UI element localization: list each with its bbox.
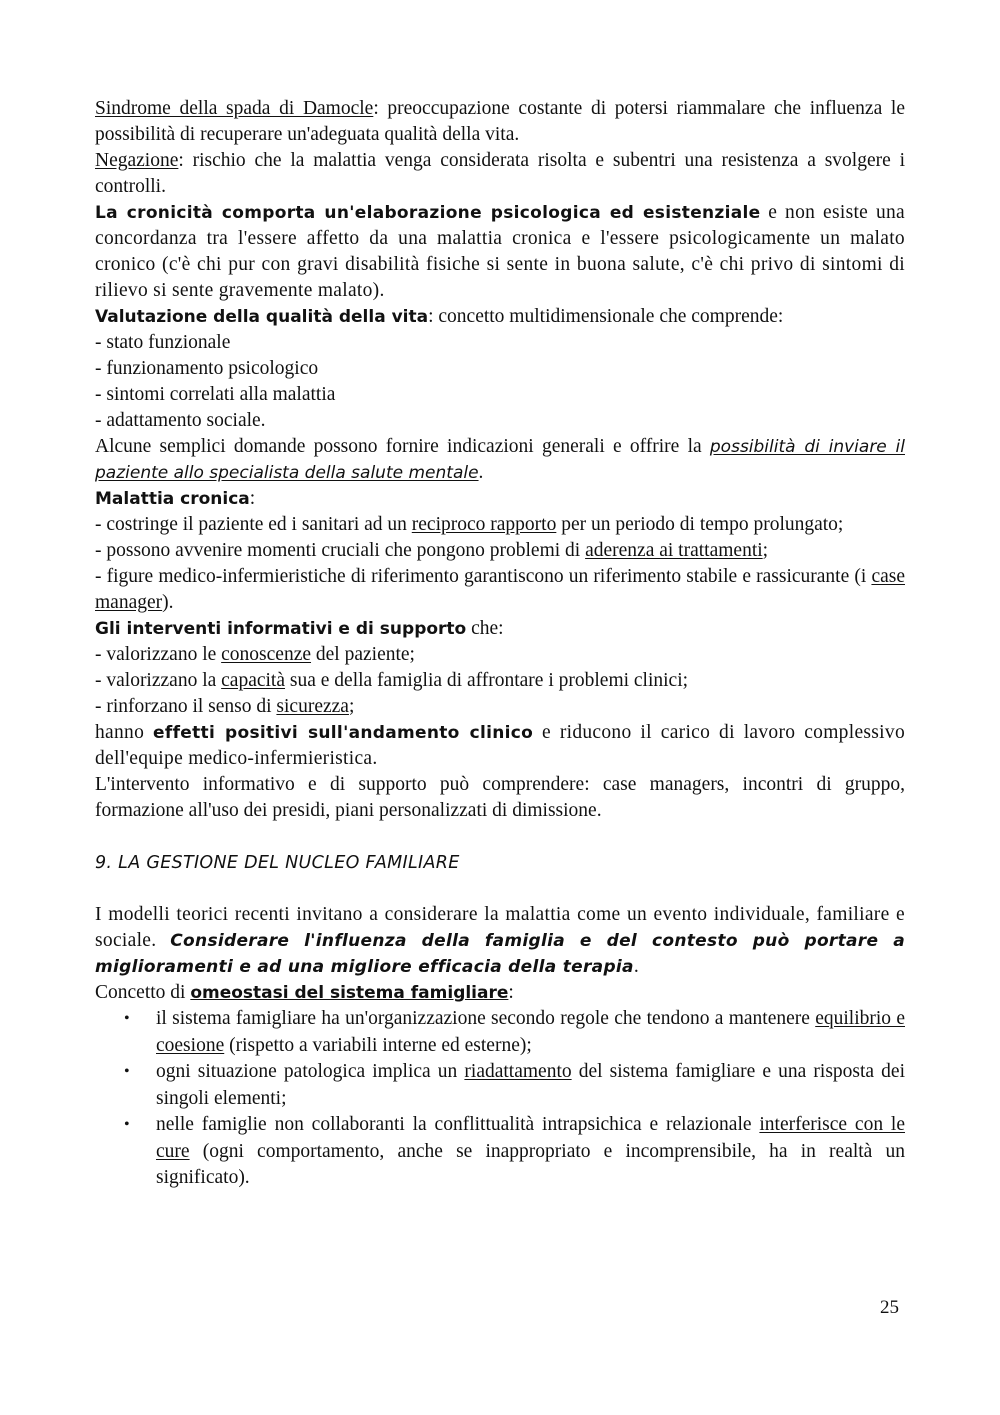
text: per un periodo di tempo prolungato; bbox=[556, 514, 844, 535]
text: (ogni comportamento, anche se inappropriato e incomprensibile, ha in realtà un significato). bbox=[156, 1140, 905, 1188]
text: - figure medico-infermieristiche di riferimento garantiscono un riferimento stabile e rassicurante (i bbox=[95, 566, 872, 587]
term-damocle: Sindrome della spada di Damocle bbox=[95, 98, 374, 119]
paragraph-effetti bbox=[95, 720, 905, 772]
bold-italic-text: Considerare l'influenza della famiglia e del contesto può portare a miglioramenti e ad una migliore efficacia della terapia bbox=[95, 931, 905, 977]
underlined-text: conoscenze bbox=[221, 644, 312, 665]
colon: : bbox=[249, 488, 256, 509]
link-specialista: possibilità di inviare il paziente allo specialista della salute mentale bbox=[95, 437, 905, 483]
list-item bbox=[95, 668, 905, 694]
paragraph-modelli bbox=[95, 902, 905, 980]
underlined-text: equilibrio e coesione bbox=[156, 1008, 905, 1056]
text: . bbox=[633, 956, 639, 977]
bold-qualita: Valutazione della qualità della vita bbox=[95, 307, 429, 327]
bullet-icon: • bbox=[124, 1116, 130, 1133]
section-heading: 9. LA GESTIONE DEL NUCLEO FAMILIARE bbox=[95, 853, 460, 873]
bold-cronicita: La cronicità comporta un'elaborazione psicologica ed esistenziale bbox=[95, 203, 761, 223]
list-item: - adattamento sociale. bbox=[95, 410, 266, 431]
underlined-text: capacità bbox=[221, 670, 286, 691]
text: ). bbox=[162, 592, 174, 613]
text: nelle famiglie non collaboranti la conflittualità intrapsichica e relazionale bbox=[156, 1114, 760, 1135]
text-negazione: : rischio che la malattia venga considerata risolta e subentri una resistenza a svolgere i controlli. bbox=[95, 150, 905, 197]
bullet-item bbox=[124, 1112, 905, 1192]
text: - possono avvenire momenti cruciali che pongono problemi di bbox=[95, 540, 586, 561]
text: hanno bbox=[95, 722, 154, 743]
text: il sistema famigliare ha un'organizzazione secondo regole che tendono a mantenere bbox=[156, 1008, 816, 1029]
list-item bbox=[95, 512, 905, 538]
bold-malattia-cronica: Malattia cronica bbox=[95, 489, 250, 509]
list-item bbox=[95, 564, 905, 616]
text: ; bbox=[348, 696, 355, 717]
text: I modelli teorici recenti invitano a considerare la malattia come un evento individuale, familiare e sociale. bbox=[95, 904, 905, 951]
text-cronicita: e non esiste una concordanza tra l'essere affetto da una malattia cronica e l'essere psicologicamente un malato cronico (c'è chi pur con gravi disabilità fisiche si sente in buona salute, c'è chi privo di sintomi di rilievo si sente gravemente malato). bbox=[95, 202, 905, 301]
bullet-list bbox=[95, 1006, 905, 1192]
text: che: bbox=[466, 618, 504, 639]
text: - valorizzano la bbox=[95, 670, 222, 691]
underlined-text: aderenza ai trattamenti bbox=[585, 540, 763, 561]
list-item bbox=[95, 538, 905, 564]
underlined-text: sicurezza bbox=[276, 696, 349, 717]
bullet-item bbox=[124, 1059, 905, 1112]
text: - costringe il paziente ed i sanitari ad un bbox=[95, 514, 412, 535]
paragraph-domande bbox=[95, 434, 905, 486]
heading-interventi bbox=[95, 616, 905, 642]
text: del paziente; bbox=[311, 644, 415, 665]
text-qualita: : concetto multidimensionale che comprende: bbox=[428, 306, 784, 327]
paragraph-negazione bbox=[95, 148, 905, 200]
text: ; bbox=[762, 540, 769, 561]
text: - rinforzano il senso di bbox=[95, 696, 277, 717]
list-item: - sintomi correlati alla malattia bbox=[95, 384, 336, 405]
list-item bbox=[95, 694, 905, 720]
text-damocle: : preoccupazione costante di potersi riammalare che influenza le possibilità di recuperare un'adeguata qualità della vita. bbox=[95, 98, 905, 145]
paragraph-qualita bbox=[95, 304, 905, 330]
paragraph-damocle bbox=[95, 96, 905, 148]
text-domande: Alcune semplici domande possono fornire indicazioni generali e offrire la bbox=[95, 436, 710, 457]
heading-malattia-cronica bbox=[95, 486, 905, 512]
paragraph-cronicita bbox=[95, 200, 905, 304]
underlined-text: reciproco rapporto bbox=[411, 514, 557, 535]
text: ogni situazione patologica implica un bbox=[156, 1061, 465, 1082]
text: del sistema famigliare e una risposta dei singoli elementi; bbox=[156, 1061, 905, 1109]
text: e riducono il carico di lavoro complessivo dell'equipe medico-infermieristica. bbox=[95, 722, 905, 769]
list-item: - stato funzionale bbox=[95, 332, 231, 353]
document-page bbox=[95, 96, 905, 1192]
term-negazione: Negazione bbox=[95, 150, 179, 171]
bullet-icon: • bbox=[124, 1010, 130, 1027]
text: Concetto di bbox=[95, 982, 191, 1003]
list-item bbox=[95, 642, 905, 668]
text-domande-end: . bbox=[478, 462, 484, 483]
list-item: - funzionamento psicologico bbox=[95, 358, 319, 379]
text: : bbox=[508, 982, 514, 1003]
paragraph-intervento: L'intervento informativo e di supporto può comprendere: case managers, incontri di gruppo, formazione all'uso dei presidi, piani personalizzati di dimissione. bbox=[95, 774, 905, 821]
underlined-text: interferisce con le cure bbox=[156, 1114, 905, 1162]
text: (rispetto a variabili interne ed esterne); bbox=[224, 1034, 532, 1056]
bullet-item bbox=[124, 1006, 905, 1059]
text: sua e della famiglia di affrontare i problemi clinici; bbox=[285, 670, 689, 691]
page-number: 25 bbox=[880, 1297, 899, 1318]
bold-interventi: Gli interventi informativi e di supporto bbox=[95, 619, 467, 639]
underlined-text: case manager bbox=[95, 566, 905, 613]
bold-underlined-text: omeostasi del sistema famigliare bbox=[190, 983, 509, 1003]
text: - valorizzano le bbox=[95, 644, 222, 665]
paragraph-concetto bbox=[95, 980, 905, 1006]
bold-effetti: effetti positivi sull'andamento clinico bbox=[153, 723, 534, 743]
bullet-icon: • bbox=[124, 1063, 130, 1080]
underlined-text: riadattamento bbox=[464, 1061, 572, 1082]
